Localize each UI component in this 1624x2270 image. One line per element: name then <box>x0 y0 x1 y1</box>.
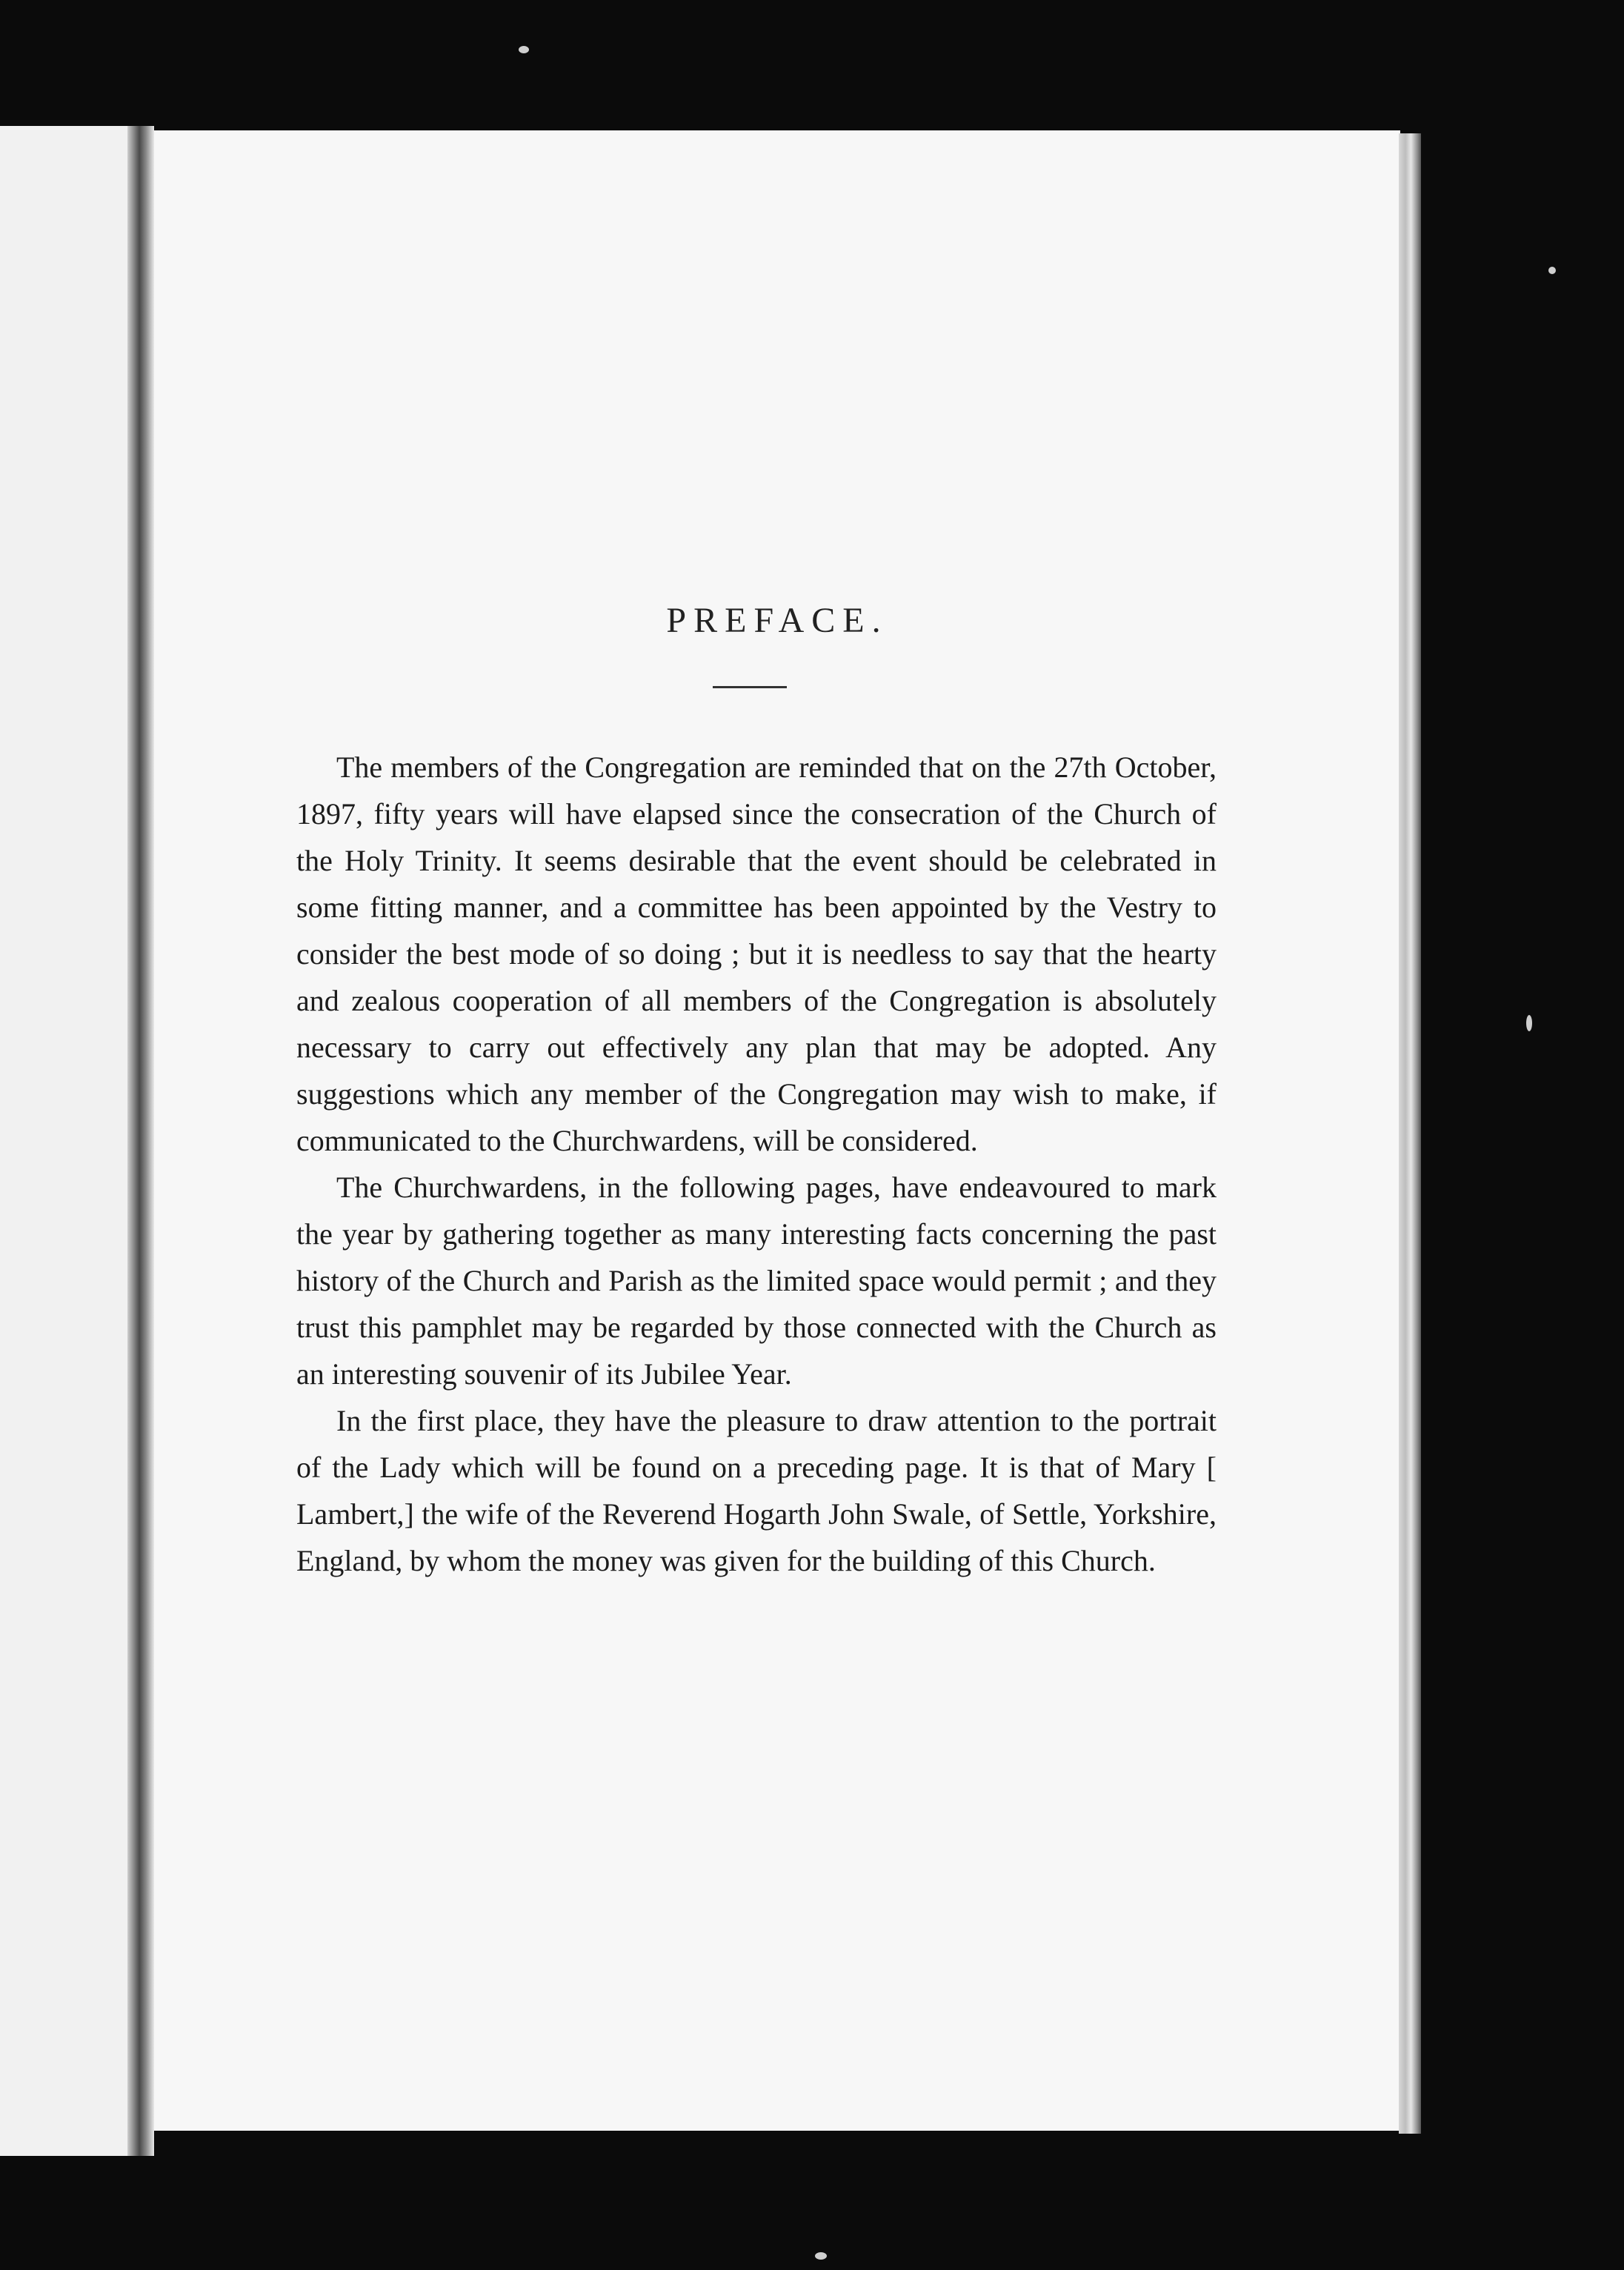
book-gutter <box>127 126 154 2156</box>
page-stack-edge <box>1399 133 1421 2134</box>
paragraph: In the first place, they have the pleasure to draw attention to the portrait of the Lady which will be found on a preceding page. It is that of Mary [ Lambert,] the wife of the Reverend Hogarth John Swale, of Settle, Yorkshire, England, by whom the money was given for the building of this Church. <box>296 1404 1217 1577</box>
preface-body <box>296 744 1217 1584</box>
facing-page-edge <box>0 126 145 2156</box>
paragraph: The members of the Congregation are reminded that on the 27th October, 1897, fifty years will have elapsed since the consecration of the Church of the Holy Trinity. It seems desirable that the event should be celebrated in some fitting manner, and a committee has been appointed by the Vestry to consider the best mode of so doing ; but it is needless to say that the hearty and zealous cooperation of all members of the Congregation is absolutely necessary to carry out effectively any plan that may be adopted. Any suggestions which any member of the Congregation may wish to make, if communicated to the Churchwardens, will be considered. <box>296 750 1217 1157</box>
heading-rule <box>713 686 787 688</box>
page-heading: PREFACE. <box>666 601 888 640</box>
dust-speck <box>815 2252 827 2260</box>
dust-speck <box>1526 1015 1532 1031</box>
dust-speck <box>1548 267 1556 274</box>
paragraph: The Churchwardens, in the following pages, have endeavoured to mark the year by gathering together as many interesting facts concerning the past history of the Church and Parish as the limited space would permit ; and they trust this pamphlet may be regarded by those connected with the Church as an interesting souvenir of its Jubilee Year. <box>296 1171 1217 1391</box>
dust-speck <box>519 46 529 53</box>
